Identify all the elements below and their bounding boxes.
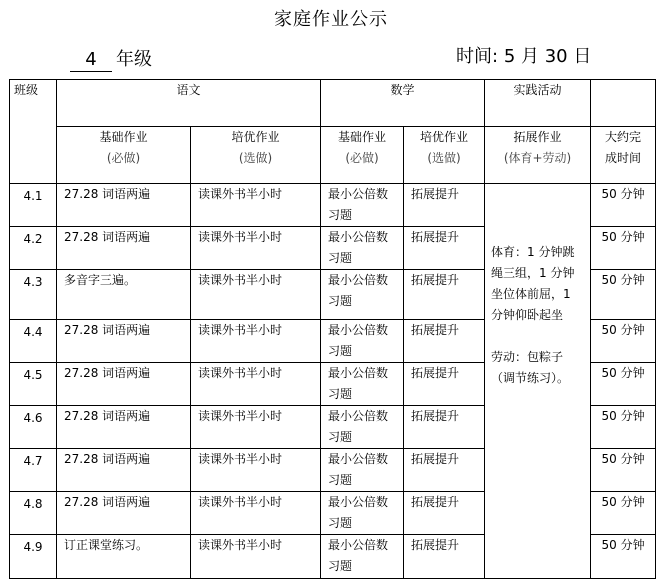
math-basic-cell: 最小公倍数习题 xyxy=(321,449,404,492)
labor-text: 劳动：包粽子（调节练习）。 xyxy=(491,350,570,385)
math-basic-cell: 最小公倍数习题 xyxy=(321,227,404,270)
header-duration-line1: 大约完 xyxy=(605,130,642,144)
duration-cell: 50 分钟 xyxy=(591,320,656,363)
header-chinese-advanced xyxy=(191,127,321,184)
grade-line xyxy=(70,45,152,72)
header-chinese: 语文 xyxy=(57,80,321,127)
header-extension-sub: (体育+劳动) xyxy=(503,151,572,165)
header-math-basic xyxy=(321,127,404,184)
date-label: 时间: xyxy=(456,46,499,67)
duration-cell: 50 分钟 xyxy=(591,270,656,320)
header-duration xyxy=(591,127,656,184)
header-extension xyxy=(485,127,591,184)
math-basic-cell: 最小公倍数习题 xyxy=(321,320,404,363)
class-cell: 4.1 xyxy=(10,184,57,227)
chinese-advanced-cell: 读课外书半小时 xyxy=(191,492,321,535)
header-duration-line2: 成时间 xyxy=(605,151,642,165)
math-basic-cell: 最小公倍数习题 xyxy=(321,184,404,227)
grade-number: 4 xyxy=(70,49,112,72)
header-math-advanced xyxy=(404,127,485,184)
date-value: 5 月 30 日 xyxy=(503,46,592,67)
math-basic-cell: 最小公倍数习题 xyxy=(321,535,404,579)
header-optional-label: (选做) xyxy=(427,151,461,165)
math-advanced-cell: 拓展提升 xyxy=(404,363,485,406)
chinese-basic-cell: 27.28 词语两遍 xyxy=(57,320,191,363)
header-row-subjects xyxy=(10,80,656,127)
sports-text: 体育：1 分钟跳绳三组，1 分钟坐位体前屈，1 分钟仰卧起坐 xyxy=(491,245,575,322)
chinese-basic-cell: 订正课堂练习。 xyxy=(57,535,191,579)
chinese-basic-cell: 多音字三遍。 xyxy=(57,270,191,320)
header-extension-label: 拓展作业 xyxy=(513,130,562,144)
header-basic-label: 基础作业 xyxy=(338,130,387,144)
math-basic-cell: 最小公倍数习题 xyxy=(321,492,404,535)
math-advanced-cell: 拓展提升 xyxy=(404,406,485,449)
homework-table xyxy=(9,79,656,579)
duration-cell: 50 分钟 xyxy=(591,406,656,449)
header-blank xyxy=(591,80,656,127)
chinese-basic-cell: 27.28 词语两遍 xyxy=(57,492,191,535)
class-cell: 4.5 xyxy=(10,363,57,406)
header-advanced-label: 培优作业 xyxy=(420,130,469,144)
duration-cell: 50 分钟 xyxy=(591,363,656,406)
duration-cell: 50 分钟 xyxy=(591,184,656,227)
chinese-basic-cell: 27.28 词语两遍 xyxy=(57,227,191,270)
math-advanced-cell: 拓展提升 xyxy=(404,492,485,535)
chinese-advanced-cell: 读课外书半小时 xyxy=(191,270,321,320)
grade-suffix: 年级 xyxy=(116,49,152,70)
chinese-advanced-cell: 读课外书半小时 xyxy=(191,406,321,449)
header-chinese-basic xyxy=(57,127,191,184)
header-required-label: (必做) xyxy=(345,151,379,165)
chinese-basic-cell: 27.28 词语两遍 xyxy=(57,449,191,492)
math-advanced-cell: 拓展提升 xyxy=(404,449,485,492)
class-cell: 4.4 xyxy=(10,320,57,363)
header-optional-label: (选做) xyxy=(238,151,273,165)
class-cell: 4.3 xyxy=(10,270,57,320)
duration-cell: 50 分钟 xyxy=(591,492,656,535)
math-basic-cell: 最小公倍数习题 xyxy=(321,270,404,320)
class-cell: 4.7 xyxy=(10,449,57,492)
duration-cell: 50 分钟 xyxy=(591,227,656,270)
header-basic-label: 基础作业 xyxy=(99,130,148,144)
math-advanced-cell: 拓展提升 xyxy=(404,184,485,227)
table-row xyxy=(10,184,656,227)
chinese-basic-cell: 27.28 词语两遍 xyxy=(57,184,191,227)
duration-cell: 50 分钟 xyxy=(591,535,656,579)
date-line xyxy=(456,45,591,69)
math-basic-cell: 最小公倍数习题 xyxy=(321,363,404,406)
math-advanced-cell: 拓展提升 xyxy=(404,535,485,579)
math-advanced-cell: 拓展提升 xyxy=(404,227,485,270)
chinese-basic-cell: 27.28 词语两遍 xyxy=(57,363,191,406)
header-practice: 实践活动 xyxy=(485,80,591,127)
duration-cell: 50 分钟 xyxy=(591,449,656,492)
math-basic-cell: 最小公倍数习题 xyxy=(321,406,404,449)
header-row-types xyxy=(10,127,656,184)
math-advanced-cell: 拓展提升 xyxy=(404,270,485,320)
math-advanced-cell: 拓展提升 xyxy=(404,320,485,363)
class-cell: 4.2 xyxy=(10,227,57,270)
chinese-advanced-cell: 读课外书半小时 xyxy=(191,320,321,363)
chinese-advanced-cell: 读课外书半小时 xyxy=(191,363,321,406)
class-cell: 4.8 xyxy=(10,492,57,535)
chinese-advanced-cell: 读课外书半小时 xyxy=(191,184,321,227)
header-advanced-label: 培优作业 xyxy=(231,130,280,144)
chinese-advanced-cell: 读课外书半小时 xyxy=(191,449,321,492)
class-cell: 4.9 xyxy=(10,535,57,579)
header-math: 数学 xyxy=(321,80,485,127)
practice-activity-cell xyxy=(485,184,591,579)
page-title: 家庭作业公示 xyxy=(274,9,388,30)
header-class: 班级 xyxy=(10,80,57,184)
chinese-advanced-cell: 读课外书半小时 xyxy=(191,535,321,579)
chinese-advanced-cell: 读课外书半小时 xyxy=(191,227,321,270)
header-required-label: (必做) xyxy=(106,151,141,165)
chinese-basic-cell: 27.28 词语两遍 xyxy=(57,406,191,449)
class-cell: 4.6 xyxy=(10,406,57,449)
